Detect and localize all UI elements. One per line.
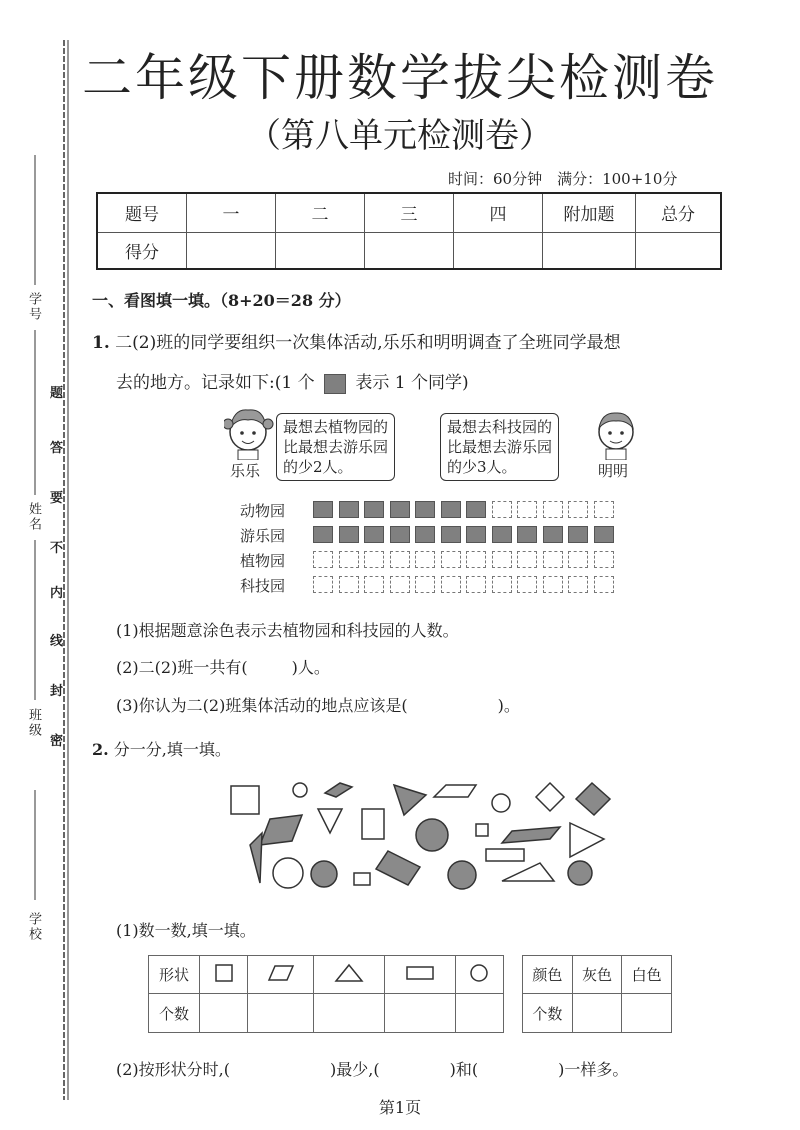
question-1-text-2 bbox=[116, 368, 469, 394]
section-title: 一、看图填一填。（8+20＝28 分） bbox=[92, 291, 351, 310]
score-cell[interactable] bbox=[543, 232, 636, 269]
grid-cell-empty[interactable] bbox=[466, 551, 486, 568]
circle-shape bbox=[416, 819, 448, 851]
grid-cell-empty[interactable] bbox=[517, 576, 537, 593]
color-table-label: 颜色 bbox=[523, 956, 573, 994]
question-text: 分一分,填一填。 bbox=[113, 740, 231, 759]
color-white-header: 白色 bbox=[622, 956, 672, 994]
question-number: 1. bbox=[92, 333, 110, 353]
count-cell[interactable] bbox=[314, 994, 385, 1033]
grid-cell-filled[interactable] bbox=[466, 526, 486, 543]
parallelogram-shape bbox=[325, 783, 352, 797]
square-shape bbox=[476, 824, 488, 836]
student-id-label: 学号 bbox=[26, 292, 41, 322]
sub-question-2 bbox=[116, 655, 330, 678]
grid-cell-filled[interactable] bbox=[466, 501, 486, 518]
score-header: 四 bbox=[454, 193, 543, 232]
name-mingming: 明明 bbox=[598, 462, 629, 480]
grid-cell-filled[interactable] bbox=[517, 526, 537, 543]
speech-bubble-right bbox=[440, 413, 559, 481]
seal-char: 不 bbox=[50, 541, 64, 556]
seal-char: 答 bbox=[50, 441, 64, 456]
sub-question-text: )人。 bbox=[291, 658, 330, 677]
score-header: 一 bbox=[187, 193, 276, 232]
sub-question-3 bbox=[116, 693, 520, 716]
row-label-science-museum: 科技园 bbox=[240, 577, 286, 595]
triangle-shape bbox=[502, 863, 554, 881]
grid-cell-filled[interactable] bbox=[313, 501, 333, 518]
grid-cell-empty[interactable] bbox=[466, 576, 486, 593]
question-1-text bbox=[92, 328, 621, 353]
score-cell[interactable] bbox=[636, 232, 722, 269]
grid-cell-filled[interactable] bbox=[364, 501, 384, 518]
sub-question-text: )最少,( bbox=[330, 1060, 380, 1079]
page-number: 第1页 bbox=[378, 1098, 422, 1117]
bubble-line: 最想去科技园的 bbox=[447, 418, 553, 436]
score-header: 附加题 bbox=[543, 193, 636, 232]
seal-char: 要 bbox=[50, 491, 64, 506]
grid-cell-filled[interactable] bbox=[415, 526, 435, 543]
grid-cell-empty[interactable] bbox=[594, 576, 614, 593]
triangle-shape bbox=[250, 833, 262, 883]
grid-cell-empty[interactable] bbox=[492, 501, 512, 518]
rectangle-shape bbox=[486, 849, 524, 861]
parallelogram-shape bbox=[502, 827, 560, 843]
circle-shape bbox=[273, 858, 303, 888]
grid-cell-empty[interactable] bbox=[568, 551, 588, 568]
grid-cell-empty[interactable] bbox=[364, 551, 384, 568]
count-cell[interactable] bbox=[248, 994, 314, 1033]
seal-char: 密 bbox=[50, 734, 64, 749]
legend-square-icon bbox=[324, 374, 346, 394]
grid-cell-filled[interactable] bbox=[543, 526, 563, 543]
page-subtitle: （第八单元检测卷） bbox=[247, 116, 553, 156]
triangle-header-icon bbox=[314, 956, 385, 994]
circle-shape bbox=[293, 783, 307, 797]
bubble-line: 比最想去游乐园 bbox=[283, 438, 389, 456]
grid-cell-empty[interactable] bbox=[594, 501, 614, 518]
grid-cell-filled[interactable] bbox=[313, 526, 333, 543]
color-table-label: 个数 bbox=[523, 994, 573, 1033]
bubble-line: 的少2人。 bbox=[283, 458, 353, 476]
grid-cell-empty[interactable] bbox=[543, 576, 563, 593]
rectangle-header-icon bbox=[385, 956, 456, 994]
sub-question-text: (3)你认为二(2)班集体活动的地点应该是( bbox=[116, 696, 408, 715]
grid-cell-empty[interactable] bbox=[441, 576, 461, 593]
color-count-table bbox=[522, 955, 672, 1033]
grid-cell-empty[interactable] bbox=[568, 501, 588, 518]
grid-cell-empty[interactable] bbox=[415, 576, 435, 593]
row-label-amusement-park: 游乐园 bbox=[240, 527, 286, 545]
shape-table-label: 形状 bbox=[149, 956, 200, 994]
grid-cell-empty[interactable] bbox=[390, 551, 410, 568]
sub-question-text: (2)按形状分时,( bbox=[116, 1060, 230, 1079]
score-header: 总分 bbox=[636, 193, 722, 232]
bubble-line: 的少3人。 bbox=[447, 458, 517, 476]
time-info: 时间：60分钟 满分：100+10分 bbox=[448, 170, 678, 188]
grid-cell-empty[interactable] bbox=[313, 576, 333, 593]
sub-question-1: (1)根据题意涂色表示去植物园和科技园的人数。 bbox=[116, 621, 459, 640]
bubble-line: 最想去植物园的 bbox=[283, 418, 389, 436]
grid-cell-empty[interactable] bbox=[594, 551, 614, 568]
grid-cell-empty[interactable] bbox=[492, 576, 512, 593]
grid-cell-filled[interactable] bbox=[339, 501, 359, 518]
grid-cell-filled[interactable] bbox=[568, 526, 588, 543]
question-text: 二(2)班的同学要组织一次集体活动,乐乐和明明调查了全班同学最想 bbox=[115, 333, 621, 353]
grid-cell-filled[interactable] bbox=[594, 526, 614, 543]
count-cell[interactable] bbox=[622, 994, 672, 1033]
grid-cell-empty[interactable] bbox=[568, 576, 588, 593]
school-label: 学校 bbox=[26, 912, 41, 942]
grid-cell-filled[interactable] bbox=[441, 526, 461, 543]
question-text: 表示 1 个同学) bbox=[355, 373, 469, 393]
grid-cell-empty[interactable] bbox=[517, 501, 537, 518]
circle-header-icon bbox=[455, 956, 503, 994]
sub-question-text: )和( bbox=[449, 1060, 479, 1079]
grid-cell-filled[interactable] bbox=[390, 526, 410, 543]
class-label: 班级 bbox=[26, 708, 41, 738]
count-cell[interactable] bbox=[385, 994, 456, 1033]
grid-cell-empty[interactable] bbox=[492, 551, 512, 568]
grid-cell-empty[interactable] bbox=[543, 551, 563, 568]
circle-shape bbox=[492, 794, 510, 812]
grid-cell-filled[interactable] bbox=[390, 501, 410, 518]
shapes-figure bbox=[220, 775, 620, 895]
grid-cell-filled[interactable] bbox=[364, 526, 384, 543]
boy-avatar-icon bbox=[594, 404, 638, 460]
row-label-botanical-garden: 植物园 bbox=[240, 552, 286, 570]
parallelogram-header-icon bbox=[248, 956, 314, 994]
speech-bubble-left bbox=[276, 413, 395, 481]
grid-cell-empty[interactable] bbox=[390, 576, 410, 593]
parallelogram-shape bbox=[260, 815, 302, 845]
square-shape bbox=[231, 786, 259, 814]
score-cell[interactable] bbox=[454, 232, 543, 269]
q2-sub-question-2 bbox=[116, 1057, 628, 1080]
grid-cell-empty[interactable] bbox=[339, 576, 359, 593]
sub-question-text: (2)二(2)班一共有( bbox=[116, 658, 248, 677]
score-table bbox=[96, 192, 722, 270]
student-name-label: 姓名 bbox=[26, 502, 41, 532]
rectangle-shape bbox=[362, 809, 384, 839]
sub-question-text: )一样多。 bbox=[558, 1060, 629, 1079]
page-title: 二年级下册数学拔尖检测卷 bbox=[82, 49, 718, 107]
grid-cell-filled[interactable] bbox=[441, 501, 461, 518]
grid-cell-empty[interactable] bbox=[543, 501, 563, 518]
parallelogram-shape bbox=[434, 785, 476, 797]
score-row-label: 得分 bbox=[97, 232, 187, 269]
count-cell[interactable] bbox=[572, 994, 622, 1033]
count-cell[interactable] bbox=[455, 994, 503, 1033]
question-text: 去的地方。记录如下:(1 个 bbox=[116, 373, 315, 393]
triangle-shape bbox=[318, 809, 342, 833]
bubble-line: 比最想去游乐园 bbox=[447, 438, 553, 456]
circle-shape bbox=[311, 861, 337, 887]
score-cell[interactable] bbox=[276, 232, 365, 269]
seal-char: 封 bbox=[50, 684, 64, 699]
count-cell[interactable] bbox=[200, 994, 248, 1033]
score-header: 题号 bbox=[97, 193, 187, 232]
grid-cell-filled[interactable] bbox=[339, 526, 359, 543]
score-header: 三 bbox=[365, 193, 454, 232]
binding-lines bbox=[0, 0, 80, 1130]
triangle-shape bbox=[570, 823, 604, 857]
grid-cell-empty[interactable] bbox=[441, 551, 461, 568]
sub-question-text: )。 bbox=[497, 696, 520, 715]
grid-cell-filled[interactable] bbox=[492, 526, 512, 543]
grid-cell-filled[interactable] bbox=[415, 501, 435, 518]
grid-cell-empty[interactable] bbox=[415, 551, 435, 568]
circle-shape bbox=[568, 861, 592, 885]
question-2-text bbox=[92, 737, 231, 760]
name-lele: 乐乐 bbox=[230, 462, 261, 480]
score-cell[interactable] bbox=[365, 232, 454, 269]
triangle-shape bbox=[394, 785, 426, 815]
grid-cell-empty[interactable] bbox=[364, 576, 384, 593]
seal-char: 线 bbox=[50, 634, 64, 649]
color-gray-header: 灰色 bbox=[572, 956, 622, 994]
girl-avatar-icon bbox=[224, 402, 274, 460]
rectangle-shape bbox=[376, 851, 420, 885]
score-header: 二 bbox=[276, 193, 365, 232]
q2-sub-question-1: (1)数一数,填一填。 bbox=[116, 921, 256, 940]
shape-count-table bbox=[148, 955, 504, 1033]
square-shape bbox=[354, 873, 370, 885]
score-cell[interactable] bbox=[187, 232, 276, 269]
square-shape bbox=[576, 783, 610, 815]
grid-cell-empty[interactable] bbox=[517, 551, 537, 568]
seal-char: 题 bbox=[50, 386, 64, 401]
shape-table-label: 个数 bbox=[149, 994, 200, 1033]
square-shape bbox=[536, 783, 564, 811]
row-label-zoo: 动物园 bbox=[240, 502, 286, 520]
circle-shape bbox=[448, 861, 476, 889]
seal-char: 内 bbox=[50, 586, 64, 601]
question-number: 2. bbox=[92, 740, 109, 759]
square-header-icon bbox=[200, 956, 248, 994]
grid-cell-empty[interactable] bbox=[339, 551, 359, 568]
grid-cell-empty[interactable] bbox=[313, 551, 333, 568]
